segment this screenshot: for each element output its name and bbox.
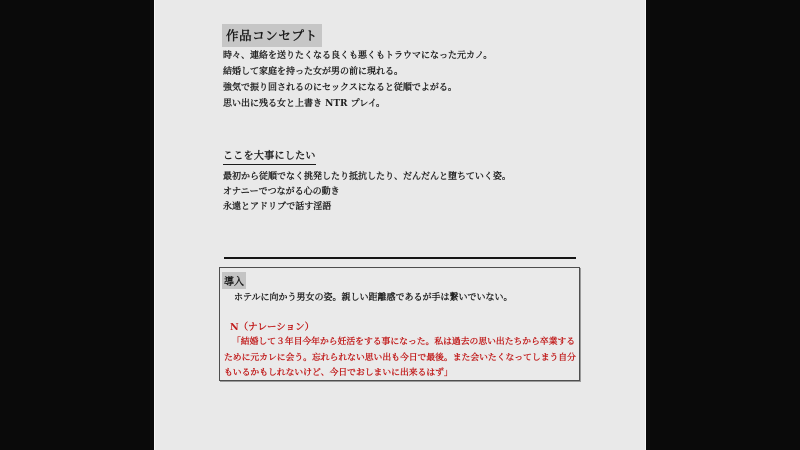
concept-line: 強気で振り回されるのにセックスになると従順でよがる。 [223, 83, 457, 93]
concept-paragraph [223, 48, 492, 112]
intro-box-label: 導入 [222, 272, 246, 289]
concept-line: 時々、連絡を送りたくなる良くも悪くもトラウマになった元カノ。 [223, 51, 493, 61]
important-paragraph [223, 170, 511, 215]
important-section-heading: ここを大事にしたい [223, 147, 316, 165]
concept-line: 結婚して家庭を持った女が男の前に現れる。 [223, 67, 404, 77]
concept-line: 思い出に残る女と上書き NTR プレイ。 [223, 99, 386, 109]
page-title: 作品コンセプト [222, 24, 322, 47]
intro-scene-box [219, 267, 580, 381]
document-page [154, 0, 646, 450]
section-divider-rule [224, 257, 576, 259]
narration-text: 「結婚して３年目今年から妊活をする事になった。私は過去の思い出たちから卒業するために元カレに会う。忘れられない思い出も今日で最後。また会いたくなってしまう自分もいるかもしれないけど、今日でおしまいに出来るはず」 [224, 337, 576, 378]
important-line: オナニーでつながる心の動き [223, 187, 340, 197]
important-line: 永遠とアドリブで話す淫語 [223, 202, 332, 212]
important-line: 最初から従順でなく挑発したり抵抗したり、だんだんと堕ちていく姿。 [223, 172, 511, 182]
scene-description: ホテルに向かう男女の姿。親しい距離感であるが手は繋いでいない。 [234, 293, 513, 303]
letterbox-right [646, 0, 800, 450]
letterbox-left [0, 0, 154, 450]
narration-label: N（ナレーション） [230, 322, 315, 333]
